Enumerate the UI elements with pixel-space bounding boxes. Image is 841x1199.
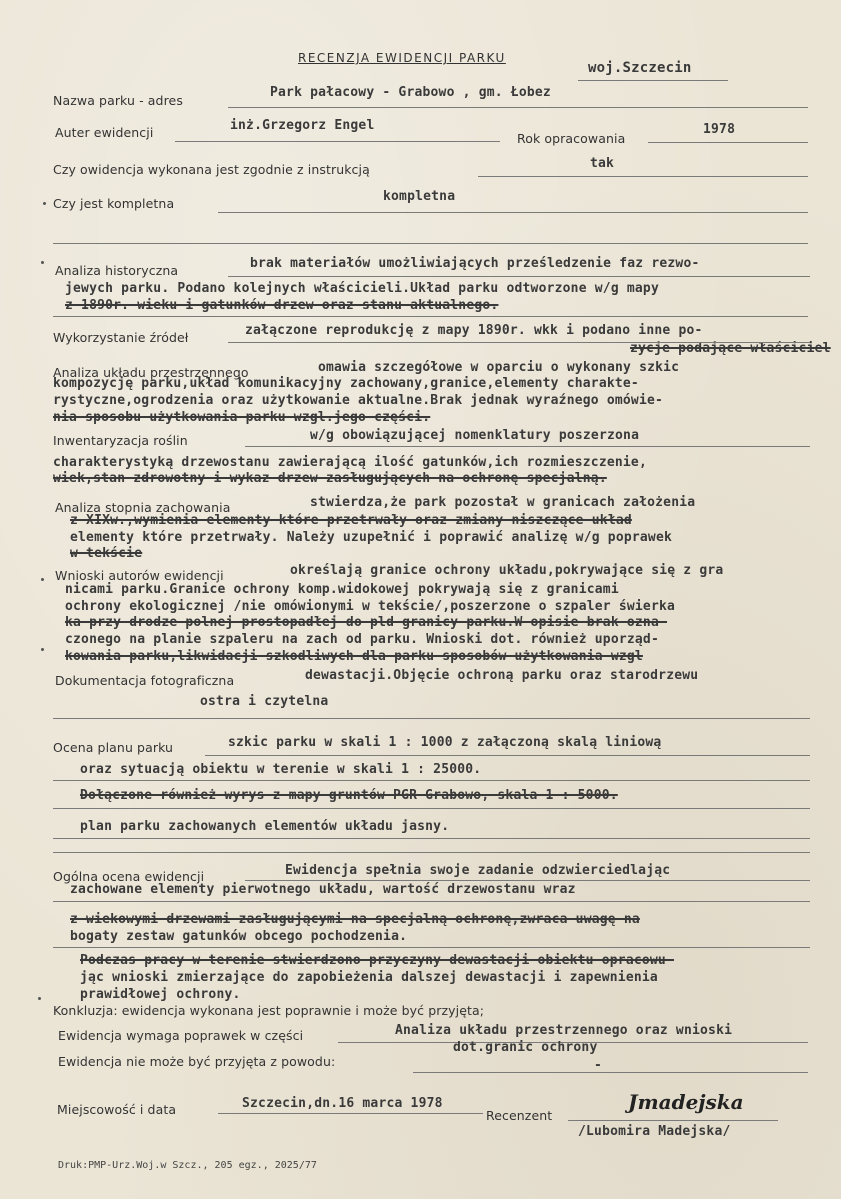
sources-line-1: załączone reprodukcję z mapy 1890r. wkk i podano inne po- (245, 323, 703, 338)
instruction-label: Czy owidencja wykonana jest zgodnie z instrukcją (53, 162, 370, 177)
overall-line-2: zachowane elementy pierwotnego układu, wartość drzewostanu wraz (70, 882, 576, 897)
overall-line-5: Podczas pracy w terenie stwierdzono przyczyny dewastacji obiektu opracowu- (80, 953, 674, 968)
conclusions-label: Wnioski autorów ewidencji (55, 568, 224, 583)
complete-label: Czy jest kompletna (53, 196, 175, 211)
author-label: Auter ewidencji (55, 125, 154, 140)
reviewer-name: /Lubomira Madejska/ (578, 1124, 731, 1139)
sources-line-2: zycje podające właściciel (630, 341, 831, 356)
plan-line-3: Dołączone również wyrys z mapy gruntów PGR Grabowo, skala 1 : 5000. (80, 788, 618, 803)
plan-line-2: oraz sytuacją obiektu w terenie w skali 1 : 25000. (80, 762, 482, 777)
print-info: Druk:PMP-Urz.Woj.w Szcz., 205 egz., 2025/77 (58, 1160, 317, 1171)
conclusions-line-1: określają granice ochrony układu,pokrywające się z gra (290, 563, 724, 578)
conclusions-line-4: ka przy drodze polnej prostopadłej do pld granicy parku.W opisie brak ozna- (65, 615, 667, 630)
plan-label: Ocena planu parku (53, 740, 174, 755)
sources-label: Wykorzystanie źródeł (53, 330, 189, 345)
conclusions-line-6: kowania parku,likwidacji szkodliwych dla parku sposobów użytkowania wzgl (65, 649, 643, 664)
overall-label: Ogólna ocena ewidencji (53, 869, 205, 884)
corrections-label: Ewidencja wymaga poprawek w części (58, 1028, 304, 1043)
overall-line-1: Ewidencja spełnia swoje zadanie odzwierciedlając (285, 863, 671, 878)
conclusions-line-2: nicami parku.Granice ochrony komp.widokowej pokrywają się z granicami (65, 582, 619, 597)
conclusion-text: Konkluzja: ewidencja wykonana jest poprawnie i może być przyjęta; (53, 1003, 485, 1018)
voivodeship: woj.Szczecin (588, 60, 692, 76)
reviewer-label: Recenzent (486, 1108, 553, 1123)
preservation-line-2: z XIXw.,wymienia elementy które przetrwały oraz zmiany niszczące układ (70, 513, 632, 528)
preservation-line-1: stwierdza,że park pozostał w granicach założenia (310, 495, 696, 510)
document-title: RECENZJA EWIDENCJI PARKU (298, 51, 506, 65)
plan-line-4: plan parku zachowanych elementów układu jasny. (80, 819, 450, 834)
inventory-line-2: charakterystyką drzewostanu zawierającą ilość gatunków,ich rozmieszczenie, (53, 455, 647, 470)
overall-line-3: z wiekowymi drzewami zasługującymi na specjalną ochronę,zwraca uwagę na (70, 912, 640, 927)
park-name-label: Nazwa parku - adres (53, 93, 183, 108)
historical-label: Analiza historyczna (55, 263, 179, 278)
year-label: Rok opracowania (517, 131, 626, 146)
photo-label: Dokumentacja fotograficzna (55, 673, 235, 688)
corrections-value-2: dot.granic ochrony (453, 1040, 598, 1055)
park-name-value: Park pałacowy - Grabowo , gm. Łobez (270, 85, 551, 100)
rejected-label: Ewidencja nie może być przyjęta z powodu: (58, 1054, 336, 1069)
place-date-value: Szczecin,dn.16 marca 1978 (242, 1096, 443, 1111)
conclusions-line-5: czonego na planie szpaleru na zach od parku. Wnioski dot. również uporząd- (65, 632, 659, 647)
layout-line-1: omawia szczegółowe w oparciu o wykonany szkic (318, 360, 680, 375)
plan-line-1: szkic parku w skali 1 : 1000 z załączoną skalą liniową (228, 735, 662, 750)
preservation-line-3: elementy które przetrwały. Należy uzupełnić i poprawić analizę w/g poprawek (70, 530, 672, 545)
corrections-value-1: Analiza układu przestrzennego oraz wnioski (395, 1023, 733, 1038)
complete-value: kompletna (383, 189, 456, 204)
photo-value: ostra i czytelna (200, 694, 329, 709)
overall-line-6: jąc wnioski zmierzające do zapobieżenia dalszej dewastacji i zapewnienia (80, 970, 658, 985)
layout-line-3: rystyczne,ogrodzenia oraz użytkowanie aktualne.Brak jednak wyraźnego omówie- (53, 393, 664, 408)
layout-line-2: kompozycję parku,układ komunikacyjny zachowany,granice,elementy charakte- (53, 376, 639, 391)
conclusions-line-3: ochrony ekologicznej /nie omówionymi w tekście/,poszerzone o szpaler świerka (65, 599, 676, 614)
historical-line-1: brak materiałów umożliwiających prześledzenie faz rezwo- (250, 256, 700, 271)
layout-label: Analiza układu przestrzennego (53, 365, 249, 380)
layout-line-4: nia sposobu użytkowania parku wzgl.jego części. (53, 410, 431, 425)
inventory-line-1: w/g obowiązującej nomenklatury poszerzona (310, 428, 640, 443)
year-value: 1978 (703, 122, 736, 137)
inventory-label: Inwentaryzacja roślin (53, 433, 188, 448)
overall-line-4: bogaty zestaw gatunków obcego pochodzenia. (70, 929, 408, 944)
author-value: inż.Grzegorz Engel (230, 118, 375, 133)
reviewer-signature: Jmadejska (628, 1090, 744, 1114)
inventory-line-3: wiek,stan zdrowotny i wykaz drzew zasługujących na ochronę specjalną. (53, 471, 607, 486)
conclusions-line-7: dewastacji.Objęcie ochroną parku oraz starodrzewu (305, 668, 699, 683)
overall-line-7: prawidłowej ochrony. (80, 987, 241, 1002)
historical-line-3: z 1890r. wieku i gatunków drzew oraz stanu aktualnego. (65, 298, 499, 313)
preservation-line-4: w tekście (70, 546, 143, 561)
preservation-label: Analiza stopnia zachowania (55, 500, 231, 515)
historical-line-2: jewych parku. Podano kolejnych właścicieli.Układ parku odtworzone w/g mapy (65, 281, 659, 296)
instruction-value: tak (590, 156, 615, 171)
place-date-label: Miejscowość i data (57, 1102, 177, 1117)
rejected-value: - (594, 1058, 603, 1073)
